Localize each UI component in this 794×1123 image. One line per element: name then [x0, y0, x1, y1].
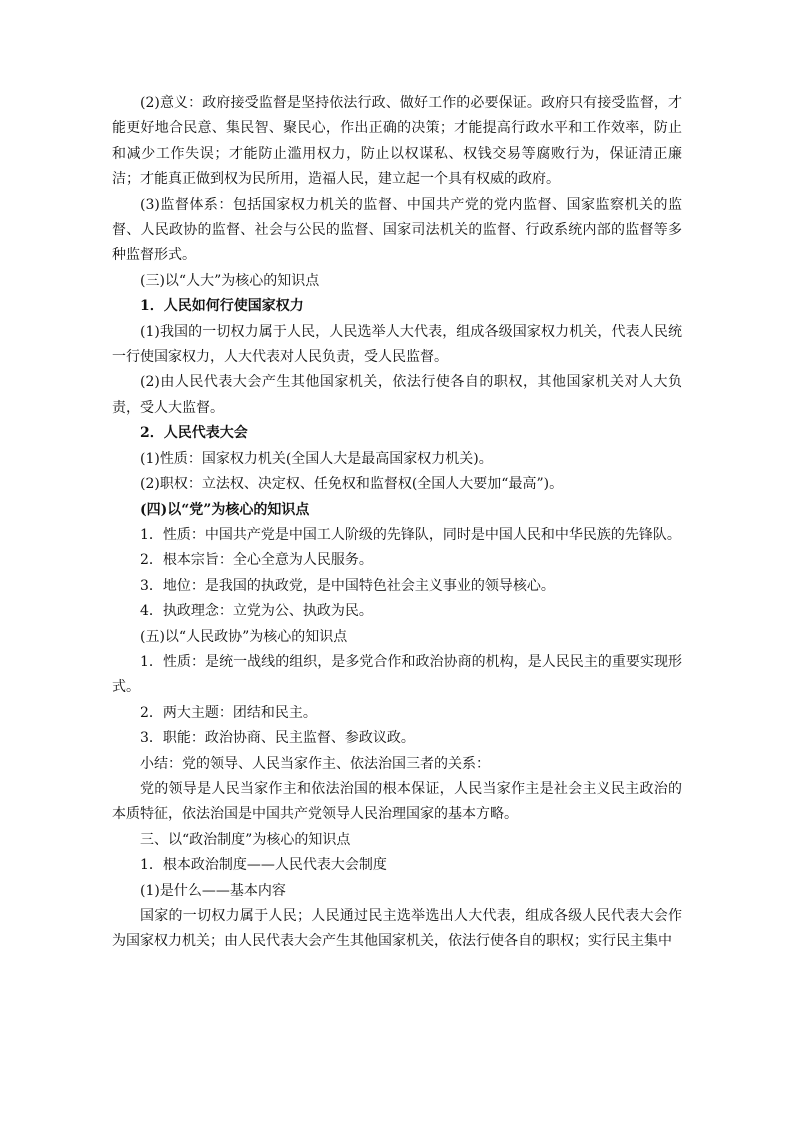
document-body — [112, 91, 682, 955]
section-heading-npc: (三)以“人大”为核心的知识点 — [140, 272, 320, 289]
subheading-fundamental-political-system: 1．根本政治制度——人民代表大会制度 — [140, 857, 387, 874]
paragraph-party-status: 3．地位：是我国的执政党，是中国特色社会主义事业的领导核心。 — [140, 577, 555, 594]
paragraph-party-purpose: 2．根本宗旨：全心全意为人民服务。 — [140, 552, 373, 569]
paragraph-npc-powers: (2)职权：立法权、决定权、任免权和监督权(全国人大要加“最高”)。 — [140, 476, 564, 493]
paragraph-summary-content: 党的领导是人民当家作主和依法治国的根本保证，人民当家作主是社会主义民主政治的本质特征，依法治国是中国共产党领导人民治理国家的基本方略。 — [112, 780, 682, 823]
paragraph-power-belongs-to-people: (1)我国的一切权力属于人民，人民选举人大代表，组成各级国家权力机关，代表人民统一行使国家权力，人大代表对人民负责，受人民监督。 — [112, 323, 682, 366]
section-heading-cppcc: (五)以“人民政协”为核心的知识点 — [140, 628, 348, 645]
subheading-how-people-exercise-power: 1．人民如何行使国家权力 — [140, 298, 304, 315]
paragraph-summary-heading: 小结：党的领导、人民当家作主、依法治国三者的关系： — [140, 755, 490, 772]
paragraph-government-supervision-significance: (2)意义：政府接受监督是坚持依法行政、做好工作的必要保证。政府只有接受监督，才能更好地合民意、集民智、聚民心，作出正确的决策；才能提高行政水平和工作效率，防止和减少工作失误；才能防止滥用权力，防止以权谋私、权钱交易等腐败行为，保证清正廉洁；才能真正做到权为民所用，造福人民，建立起一个具有权威的政府。 — [112, 95, 682, 188]
subheading-basic-content: (1)是什么——基本内容 — [140, 882, 286, 899]
subheading-peoples-congress: 2．人民代表大会 — [140, 425, 248, 442]
paragraph-party-philosophy: 4．执政理念：立党为公、执政为民。 — [140, 603, 373, 620]
section-heading-political-system: 三、以“政治制度”为核心的知识点 — [140, 831, 351, 848]
paragraph-cppcc-nature: 1．性质：是统一战线的组织，是多党合作和政治协商的机构，是人民民主的重要实现形式。 — [112, 653, 682, 696]
paragraph-cppcc-functions: 3．职能：政治协商、民主监督、参政议政。 — [140, 730, 415, 747]
paragraph-party-nature: 1．性质：中国共产党是中国工人阶级的先锋队，同时是中国人民和中华民族的先锋队。 — [140, 526, 681, 543]
paragraph-basic-content: 国家的一切权力属于人民；人民通过民主选举选出人大代表，组成各级人民代表大会作为国家权力机关；由人民代表大会产生其他国家机关，依法行使各自的职权；实行民主集中 — [112, 908, 682, 950]
section-heading-party: (四)以“党”为核心的知识点 — [140, 501, 310, 518]
paragraph-supervision-system: (3)监督体系：包括国家权力机关的监督、中国共产党的党内监督、国家监察机关的监督、人民政协的监督、社会与公民的监督、国家司法机关的监督、行政系统内部的监督等多种监督形式。 — [112, 196, 682, 264]
paragraph-npc-nature: (1)性质：国家权力机关(全国人大是最高国家权力机关)。 — [140, 450, 493, 467]
paragraph-other-state-organs: (2)由人民代表大会产生其他国家机关，依法行使各自的职权，其他国家机关对人大负责，受人大监督。 — [112, 374, 682, 416]
paragraph-cppcc-themes: 2．两大主题：团结和民主。 — [140, 704, 317, 721]
